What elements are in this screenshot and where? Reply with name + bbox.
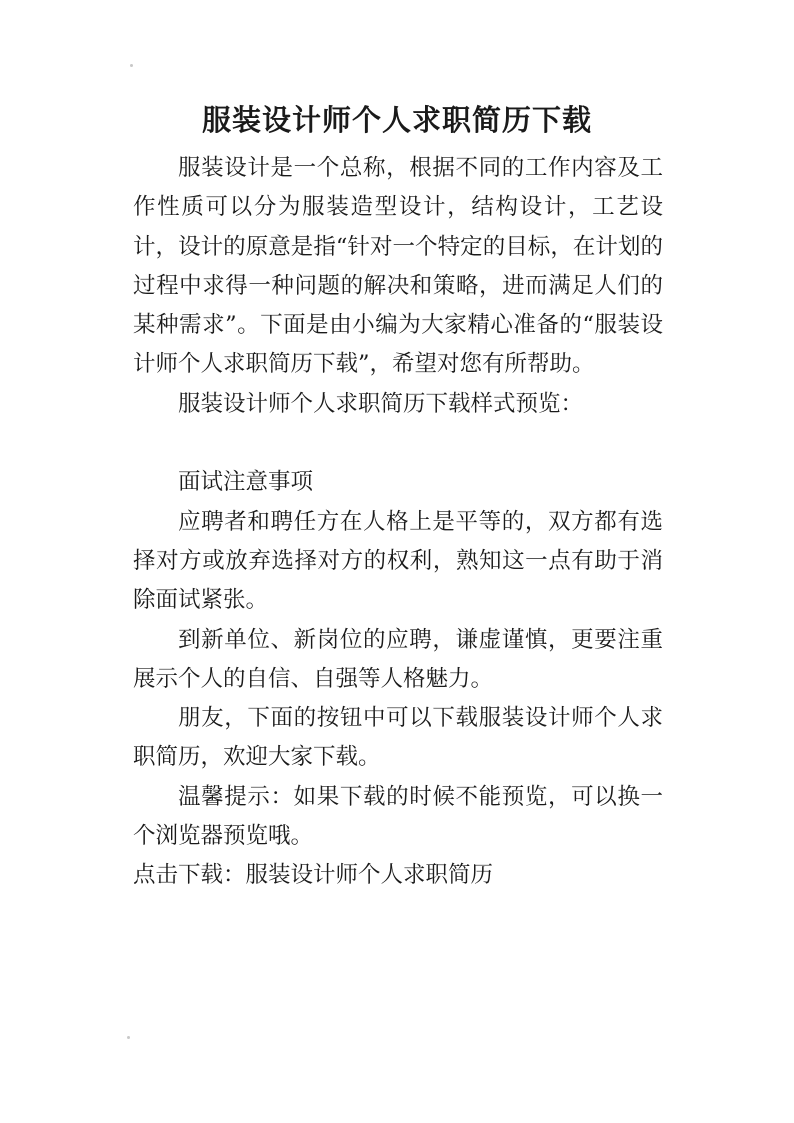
download-link[interactable]: 点击下载：服装设计师个人求职简历	[133, 862, 494, 889]
scan-speck	[130, 64, 133, 67]
intro-paragraph: 服装设计是一个总称，根据不同的工作内容及工作性质可以分为服装造型设计，结构设计，工艺设计，设计的原意是指“针对一个特定的目标，在计划的过程中求得一种问题的解决和策略，进而满足人们的某种需求”。下面是由小编为大家精心准备的“服装设计师个人求职简历下载”，希望对您有所帮助。	[133, 155, 663, 378]
preview-label: 服装设计师个人求职简历下载样式预览：	[178, 390, 584, 417]
paragraph: 到新单位、新岗位的应聘，谦虚谨慎，更要注重展示个人的自信、自强等人格魅力。	[133, 626, 663, 692]
blank-line	[133, 424, 663, 463]
paragraph: 应聘者和聘任方在人格上是平等的，双方都有选择对方或放弃选择对方的权利，熟知这一点有助于消除面试紧张。	[133, 508, 663, 614]
scan-speck	[127, 1036, 130, 1039]
section-heading: 面试注意事项	[178, 469, 314, 496]
paragraph: 朋友，下面的按钮中可以下载服装设计师个人求职简历，欢迎大家下载。	[133, 705, 663, 771]
document-body	[133, 149, 663, 896]
paragraph: 温馨提示：如果下载的时候不能预览，可以换一个浏览器预览哦。	[133, 783, 663, 850]
document-title: 服装设计师个人求职简历下载	[201, 103, 592, 137]
